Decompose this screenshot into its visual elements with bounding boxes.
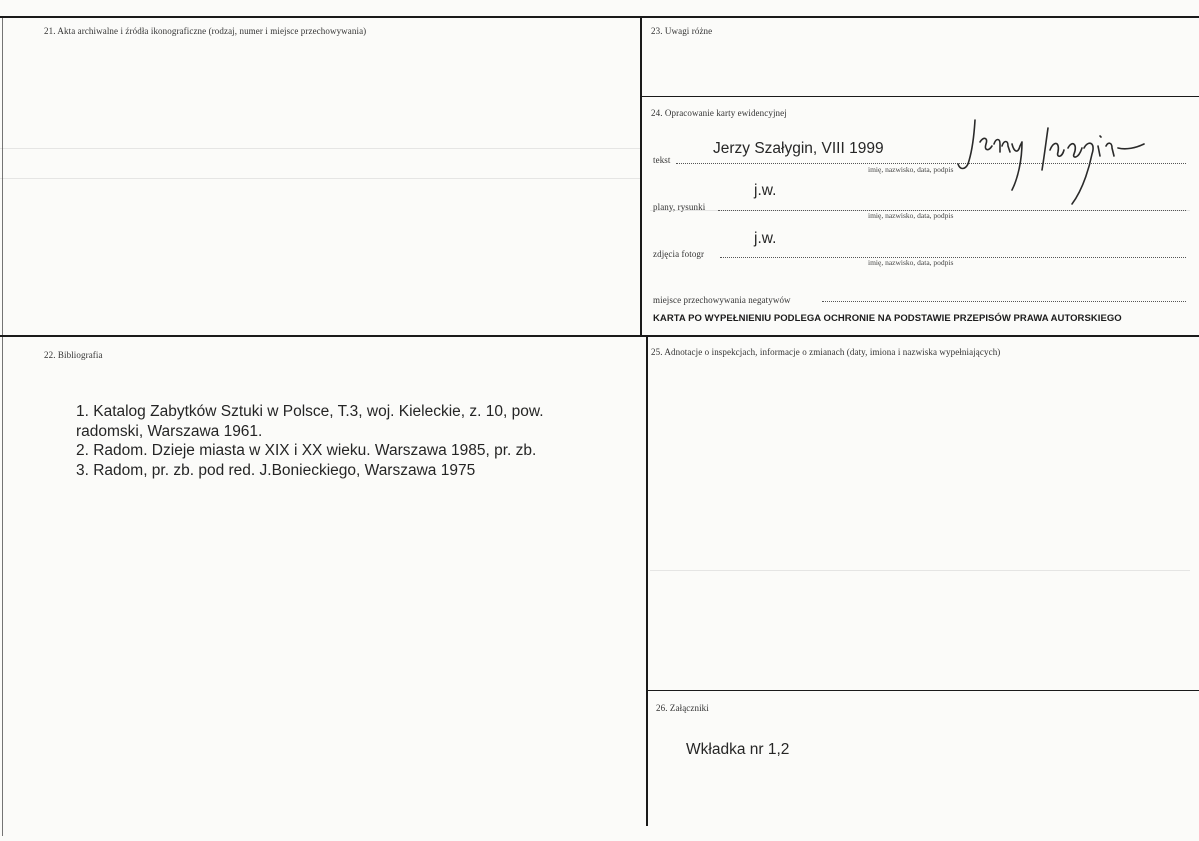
zdjecia-hint: imię, nazwisko, data, podpis [868,258,954,267]
section-21-label: 21. Akta archiwalne i źródła ikonograficzne (rodzaj, numer i miejsce przechowywania) [44,26,367,36]
section-25-26-divider [647,690,1199,691]
section-26-label: 26. Załączniki [656,703,709,713]
plany-value: j.w. [754,182,777,199]
section-24-label: 24. Opracowanie karty ewidencyjnej [651,108,787,118]
plany-label: plany, rysunki [653,202,706,212]
bibliography-item: 2. Radom. Dzieje miasta w XIX i XX wieku. Warszawa 1985, pr. zb. [76,442,537,459]
negatywy-label: miejsce przechowywania negatywów [653,295,791,305]
section-25-label: 25. Adnotacje o inspekcjach, informacje o zmianach (daty, imiona i nazwiska wypełniających) [651,347,1001,357]
scan-noise [0,178,640,179]
section-22-label: 22. Bibliografia [44,350,103,360]
section-23-label: 23. Uwagi różne [651,26,713,36]
bibliography-item: radomski, Warszawa 1961. [76,422,263,440]
copyright-notice: KARTA PO WYPEŁNIENIU PODLEGA OCHRONIE NA PODSTAWIE PRZEPISÓW PRAWA AUTORSKIEGO [653,313,1122,324]
center-divider [640,17,642,335]
top-border [0,16,1199,18]
middle-divider [0,335,1199,337]
zdjecia-value: j.w. [754,230,777,247]
section-23-24-divider [641,96,1199,97]
bibliography-list [76,402,621,480]
attachments-value: Wkładka nr 1,2 [686,741,790,758]
plany-hint: imię, nazwisko, data, podpis [868,211,954,220]
scan-noise [650,570,1190,571]
negatywy-dotted-line [822,301,1186,302]
left-border [2,16,3,836]
tekst-value: Jerzy Szałygin, VIII 1999 [713,140,884,157]
bibliography-item: 1. Katalog Zabytków Sztuki w Polsce, T.3, woj. Kieleckie, z. 10, pow. [76,403,544,420]
handwritten-signature [950,112,1150,212]
tekst-hint: imię, nazwisko, data, podpis [868,165,954,174]
center-divider-lower [646,336,648,826]
bibliography-item: 3. Radom, pr. zb. pod red. J.Bonieckiego, Warszawa 1975 [76,461,476,479]
tekst-label: tekst [653,155,671,165]
scan-noise [0,148,640,149]
zdjecia-label: zdjęcia fotogr [653,249,705,259]
